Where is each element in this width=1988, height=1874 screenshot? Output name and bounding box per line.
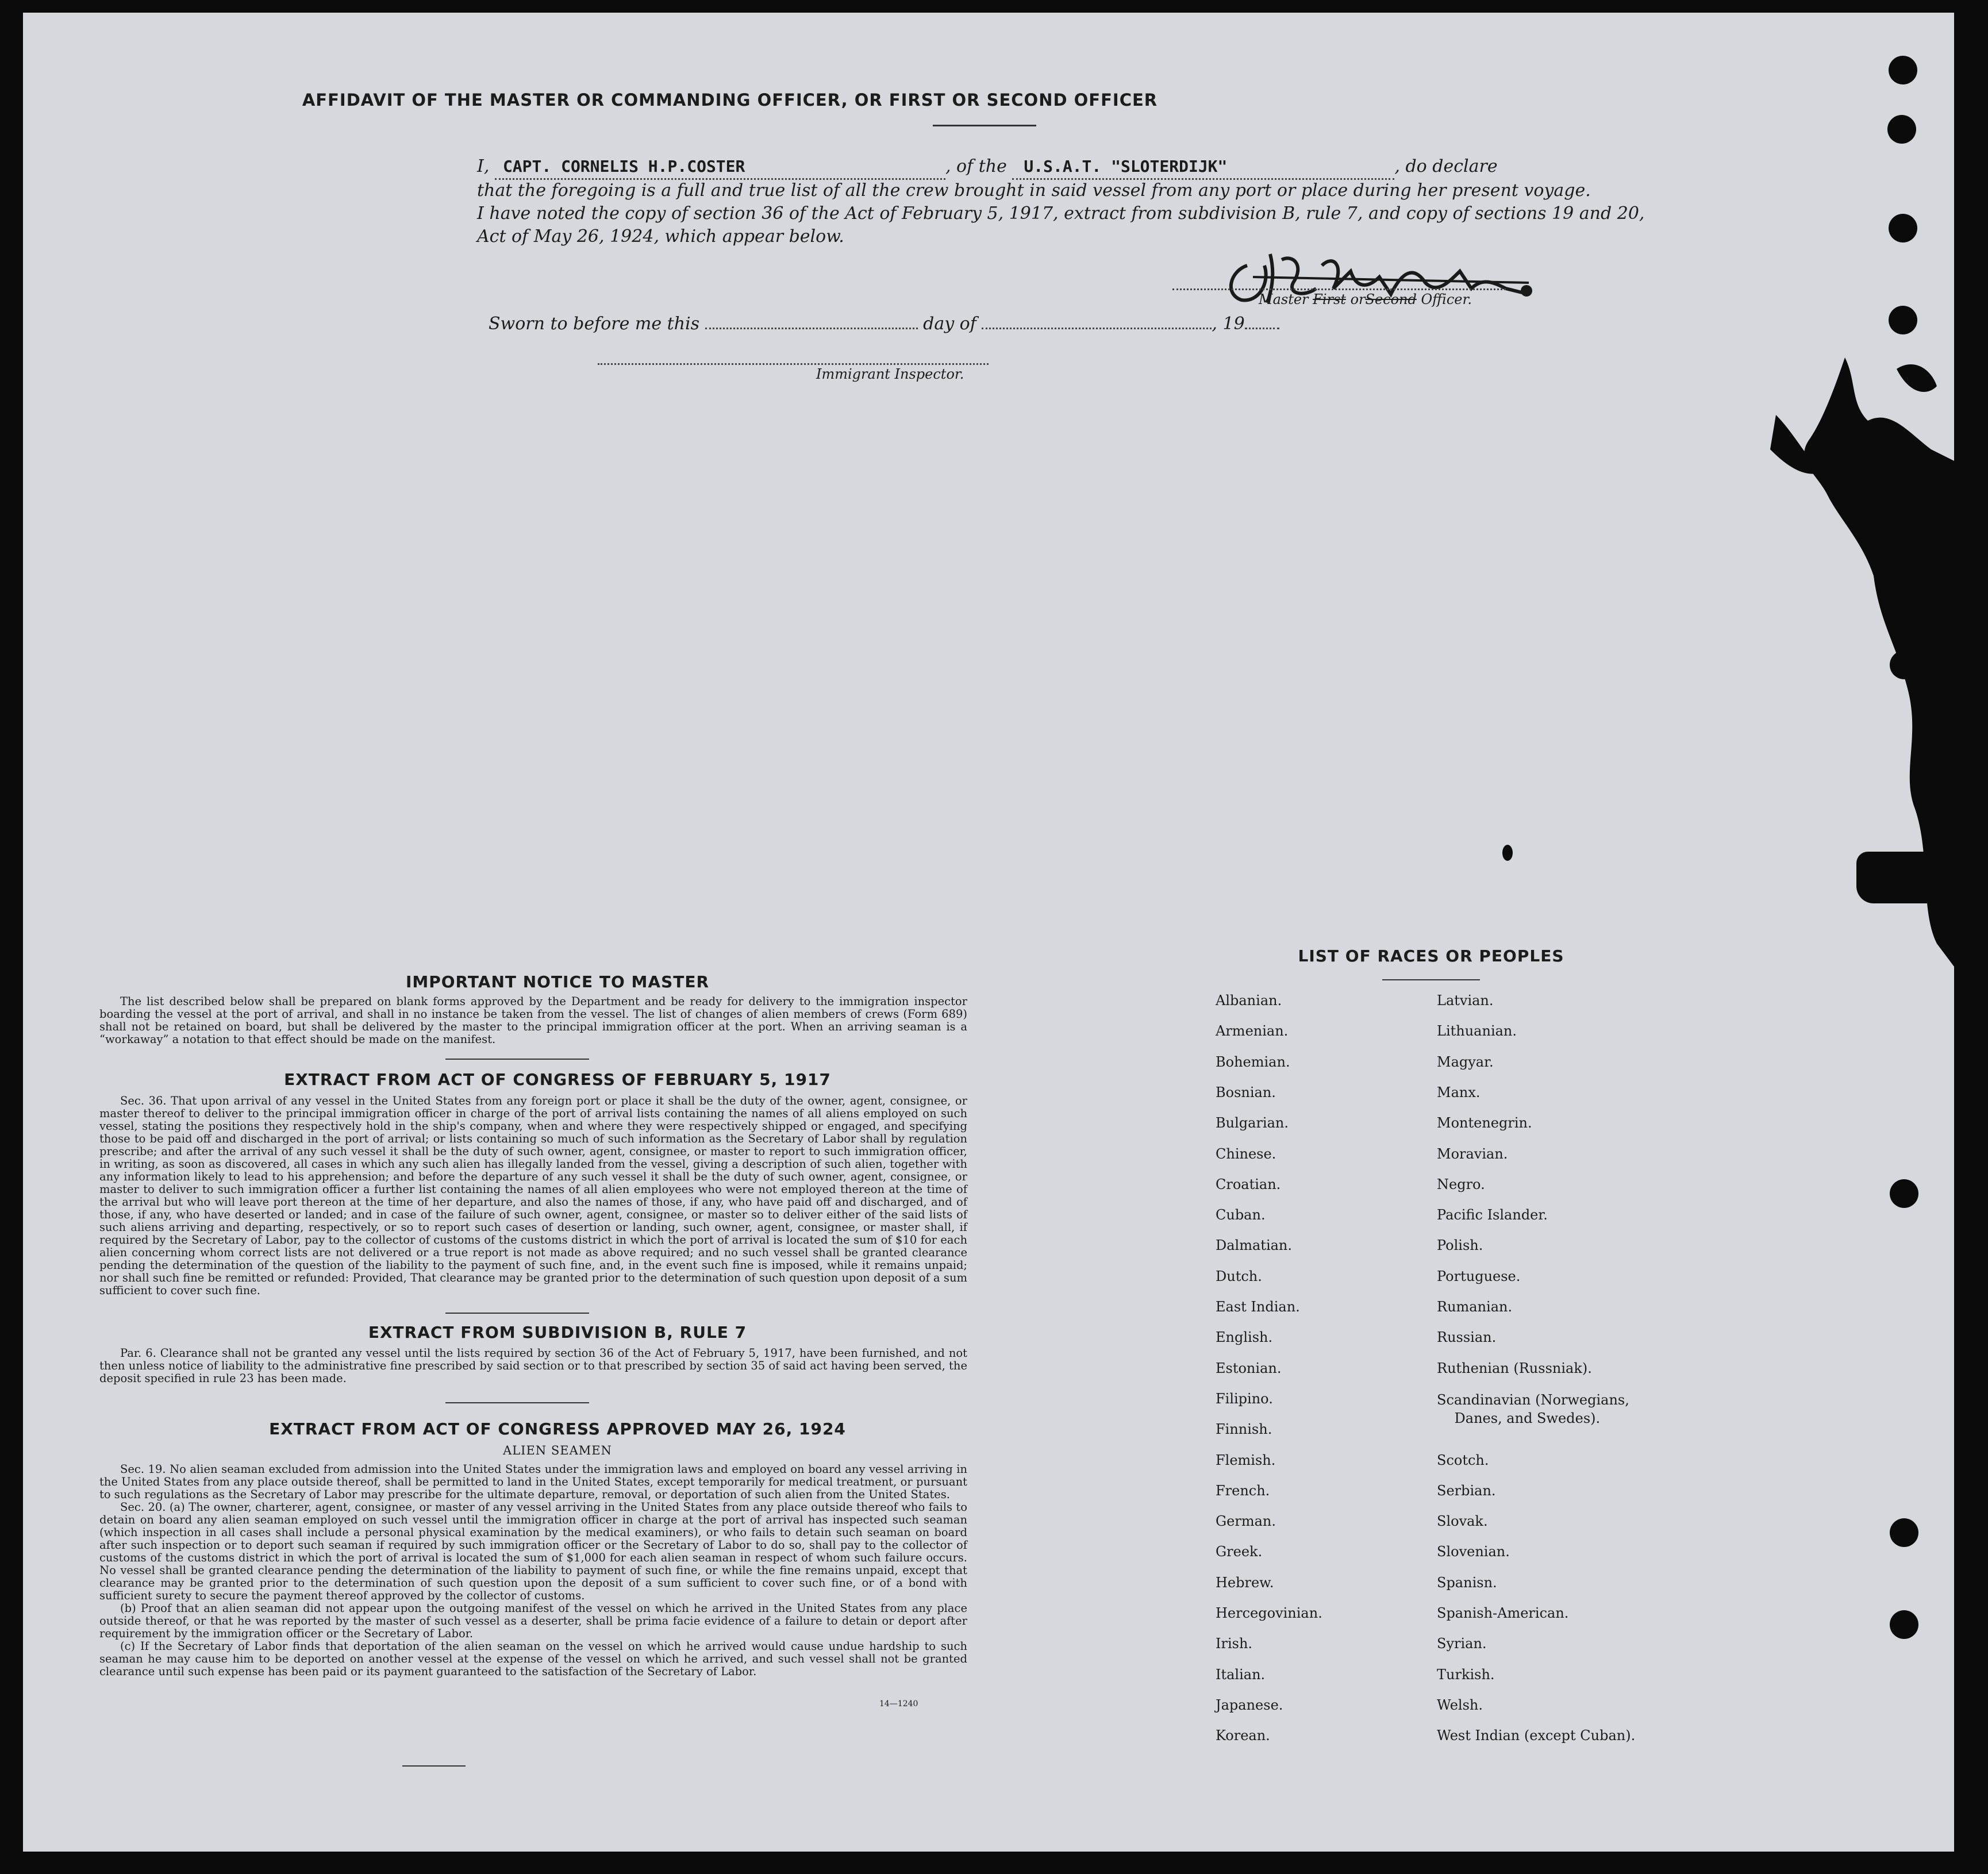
title-rule — [933, 125, 1036, 126]
race-item: Polish. — [1437, 1237, 1483, 1254]
inspector-signature-line[interactable] — [598, 363, 989, 365]
declaration-of-the: , of the — [945, 156, 1007, 176]
vessel-name-field[interactable]: U.S.A.T. "SLOTERDIJK" — [1012, 155, 1394, 180]
caption-first: First — [1313, 291, 1346, 307]
section-rule — [445, 1402, 589, 1403]
race-item: Portuguese. — [1437, 1268, 1521, 1284]
sec20c-paragraph: (c) If the Secretary of Labor finds that deportation of the alien seaman on the vessel on which he arrived would cause undue hardship to such seaman he may cause him to be deported on another vessel at the expense of the vessel on which he arrived, and such vessel shall not be granted clearance until such expense has been paid or its payment guaranteed to the satisfaction of the Secretary of Labor. — [99, 1640, 967, 1678]
race-item: Slovenian. — [1437, 1544, 1510, 1560]
caption-master: Master — [1259, 291, 1309, 307]
race-item: Montenegrin. — [1437, 1115, 1532, 1132]
sworn-year-prefix: , 19 — [1212, 314, 1245, 334]
race-item: German. — [1216, 1513, 1276, 1530]
races-title: LIST OF RACES OR PEOPLES — [1298, 946, 1564, 965]
sworn-month-field[interactable] — [982, 328, 1212, 329]
declaration-do-declare: , do declare — [1394, 156, 1498, 176]
race-item: Spanish-American. — [1437, 1605, 1569, 1621]
extract-1924-text — [99, 1463, 967, 1678]
races-title-rule — [1382, 979, 1480, 980]
punch-hole — [1890, 1610, 1918, 1639]
master-name-field[interactable]: CAPT. CORNELIS H.P.COSTER — [495, 155, 945, 180]
race-item: Latvian. — [1437, 992, 1494, 1009]
race-item: Estonian. — [1216, 1360, 1282, 1376]
race-item: Greek. — [1216, 1544, 1263, 1560]
race-item: West Indian (except Cuban). — [1437, 1727, 1636, 1744]
ink-stain — [1856, 852, 1931, 903]
race-item: Pacific Islander. — [1437, 1207, 1548, 1223]
subdivision-b-title: EXTRACT FROM SUBDIVISION B, RULE 7 — [368, 1323, 747, 1342]
race-item: Flemish. — [1216, 1452, 1276, 1468]
section-rule — [445, 1313, 589, 1314]
notice-text — [99, 995, 967, 1046]
race-item: East Indian. — [1216, 1299, 1300, 1315]
extract-1917-text — [99, 1095, 967, 1297]
race-item: Moravian. — [1437, 1145, 1508, 1162]
race-item: Croatian. — [1216, 1176, 1281, 1192]
sworn-day-of: day of — [923, 314, 976, 334]
race-item: Slovak. — [1437, 1513, 1488, 1530]
race-item: Finnish. — [1216, 1421, 1272, 1438]
race-item: Manx. — [1437, 1084, 1481, 1100]
declaration-prefix: I, — [477, 156, 490, 176]
punch-hole — [1887, 115, 1916, 144]
declaration-line-1 — [477, 155, 1498, 180]
declaration-line-3: I have noted the copy of section 36 of the Act of February 5, 1917, extract from subdivision B, rule 7, and copy of sections 19 and 20, — [477, 203, 1645, 224]
notice-title: IMPORTANT NOTICE TO MASTER — [405, 972, 710, 991]
ink-speck — [1502, 845, 1513, 861]
race-item: Negro. — [1437, 1176, 1485, 1192]
form-number: 14—1240 — [879, 1699, 918, 1708]
alien-seamen-subtitle: ALIEN SEAMEN — [503, 1444, 612, 1457]
race-item: Filipino. — [1216, 1390, 1273, 1407]
race-item: Hercegovinian. — [1216, 1605, 1322, 1621]
race-item: Cuban. — [1216, 1207, 1266, 1223]
caption-or: or — [1350, 291, 1366, 307]
race-item: Bosnian. — [1216, 1084, 1276, 1100]
notice-paragraph: The list described below shall be prepared on blank forms approved by the Department and be ready for delivery to the immigration inspector boarding the vessel at the port of arrival, and shall in no instance be taken from the vessel. The list of changes of alien members of crews (Form 689) shall not be retained on board, but shall be delivered by the master to the principal immigration officer at the port. When an arriving seaman is a “workaway” a notation to that effect should be made on the manifest. — [99, 995, 967, 1046]
race-item: Chinese. — [1216, 1145, 1276, 1162]
race-item: Russian. — [1437, 1329, 1497, 1346]
race-item: Rumanian. — [1437, 1299, 1513, 1315]
race-item: Lithuanian. — [1437, 1023, 1517, 1040]
race-item: Japanese. — [1216, 1696, 1283, 1713]
extract-1924-title: EXTRACT FROM ACT OF CONGRESS APPROVED MAY 26, 1924 — [269, 1419, 846, 1438]
race-item: Scotch. — [1437, 1452, 1489, 1468]
extract-1917-title: EXTRACT FROM ACT OF CONGRESS OF FEBRUARY 5, 1917 — [284, 1070, 831, 1089]
caption-second: Second — [1365, 291, 1417, 307]
sec20a-paragraph: Sec. 20. (a) The owner, charterer, agent, consignee, or master of any vessel arriving in the United States from any place outside thereof who fails to detain on board any alien seaman employed on such vessel until the immigration officer in charge at the port of arrival has inspected such seaman (which inspection in all cases shall include a personal physical examination by the medical examiners), or who fails to detain such seaman on board after such inspection or to deport such seaman if required by such immigration officer or the Secretary of Labor to do so, shall pay to the collector of customs of the customs district in which the port of arrival is located the sum of $1,000 for each alien seaman in respect of whom such failure occurs. No vessel shall be granted clearance pending the determination of the liability to payment of such fine, or while the fine remains unpaid, except that clearance may be granted prior to the determination of such question upon the deposit of a sum sufficient to cover such fine, or of a bond with sufficient surety to secure the payment thereof approved by the collector of customs. — [99, 1500, 967, 1602]
sworn-day-field[interactable] — [705, 328, 918, 329]
race-item: Hebrew. — [1216, 1574, 1274, 1591]
sworn-year-field[interactable] — [1245, 328, 1279, 329]
race-item: Serbian. — [1437, 1482, 1496, 1499]
punch-hole — [1889, 56, 1917, 84]
race-item: Bulgarian. — [1216, 1115, 1289, 1132]
race-item: Ruthenian (Russniak). — [1437, 1360, 1592, 1376]
race-item: Turkish. — [1437, 1666, 1495, 1683]
race-item: Dutch. — [1216, 1268, 1262, 1284]
race-item: Armenian. — [1216, 1023, 1289, 1040]
race-item: Dalmatian. — [1216, 1237, 1293, 1254]
form-page — [23, 13, 1954, 1852]
sec19-paragraph: Sec. 19. No alien seaman excluded from admission into the United States under the immigration laws and employed on board any vessel arriving in the United States from any place outside thereof, shall be permitted to land in the United States, except temporarily for medical treatment, or pursuant to such regulations as the Secretary of Labor may prescribe for the ultimate departure, removal, or deportation of such alien from the United States. — [99, 1463, 967, 1501]
declaration-line-4: Act of May 26, 1924, which appear below. — [477, 226, 844, 247]
race-item: French. — [1216, 1482, 1270, 1499]
signature-caption — [1259, 291, 1472, 307]
subdivision-b-text — [99, 1347, 967, 1385]
subdivision-b-paragraph: Par. 6. Clearance shall not be granted any vessel until the lists required by section 36 of the Act of February 5, 1917, have been furnished, and not then unless notice of liability to the administrative fine prescribed by said section or to that prescribed by section 35 of said act having been served, the deposit specified in rule 23 has been made. — [99, 1346, 967, 1385]
race-item: Welsh. — [1437, 1696, 1483, 1713]
inspector-caption: Immigrant Inspector. — [816, 366, 964, 382]
signature-line — [1172, 288, 1506, 290]
race-item: Italian. — [1216, 1666, 1266, 1683]
punch-hole — [1889, 214, 1917, 243]
caption-officer: Officer. — [1421, 291, 1472, 307]
punch-hole — [1890, 1518, 1918, 1547]
sworn-prefix: Sworn to before me this — [489, 314, 700, 334]
sec20b-paragraph: (b) Proof that an alien seaman did not appear upon the outgoing manifest of the vessel on which he arrived in the United States from any place outside thereof, or that he was reported by the master of such vessel as a deserter, shall be prima facie evidence of a failure to detain or deport after requirement by the immigration officer or the Secretary of Labor. — [99, 1602, 967, 1640]
race-item: Scandinavian (Norwegians, Danes, and Swedes). — [1437, 1391, 1629, 1426]
affidavit-title: AFFIDAVIT OF THE MASTER OR COMMANDING OFFICER, OR FIRST OR SECOND OFFICER — [302, 90, 1158, 110]
race-item: English. — [1216, 1329, 1273, 1346]
race-item: Korean. — [1216, 1727, 1270, 1744]
extract-1917-paragraph: Sec. 36. That upon arrival of any vessel in the United States from any foreign port or place it shall be the duty of the owner, agent, consignee, or master thereof to deliver to the principal immigration officer in charge of the port of arrival lists containing the names of all aliens employed on such vessel, stating the positions they respectively hold in the ship's company, when and where they were respectively shipped or engaged, and specifying those to be paid off and discharged in the port of arrival; or lists containing so much of such information as the Secretary of Labor shall by regulation prescribe; and after the arrival of any such vessel it shall be the duty of such owner, agent, consignee, or master to report to such immigration officer, in writing, as soon as discovered, all cases in which any such alien has illegally landed from the vessel, giving a description of such alien, together with any information likely to lead to his apprehension; and before the departure of any such vessel it shall be the duty of such owner, agent, consignee, or master to deliver to such immigration officer a further list containing the names of all alien employees who were not employed thereon at the time of the arrival but who will leave port thereon at the time of her departure, and also the names of those, if any, who have paid off and discharged, and of those, if any, who have deserted or landed; and in case of the failure of such owner, agent, consignee, or master so to deliver either of the said lists of such aliens arriving and departing, respectively, or so to report such cases of desertion or landing, such owner, agent, consignee, or master shall, if required by the Secretary of Labor, pay to the collector of customs of the customs district in which the port of arrival is located the sum of $10 for each alien concerning whom correct lists are not delivered or a true report is not made as above required; and no such vessel shall be granted clearance pending the determination of the question of the liability to the payment of such fine, and, in the event such fine is imposed, while it remains unpaid; nor shall such fine be remitted or refunded: Provided, That clearance may be granted prior to the determination of such question upon deposit of a sum sufficient to cover such fine. — [99, 1094, 967, 1297]
race-item: Syrian. — [1437, 1636, 1487, 1652]
race-item: Bohemian. — [1216, 1053, 1290, 1070]
race-item: Irish. — [1216, 1636, 1253, 1652]
sworn-line — [489, 313, 1279, 336]
race-item: Albanian. — [1216, 992, 1282, 1009]
punch-hole — [1889, 306, 1917, 334]
punch-hole — [1890, 1179, 1918, 1208]
race-item: Spanisn. — [1437, 1574, 1497, 1591]
race-item: Magyar. — [1437, 1053, 1494, 1070]
section-rule — [445, 1059, 589, 1060]
bottom-rule — [402, 1765, 466, 1767]
declaration-line-2: that the foregoing is a full and true list of all the crew brought in said vessel from any port or place during her present voyage. — [477, 180, 1591, 201]
